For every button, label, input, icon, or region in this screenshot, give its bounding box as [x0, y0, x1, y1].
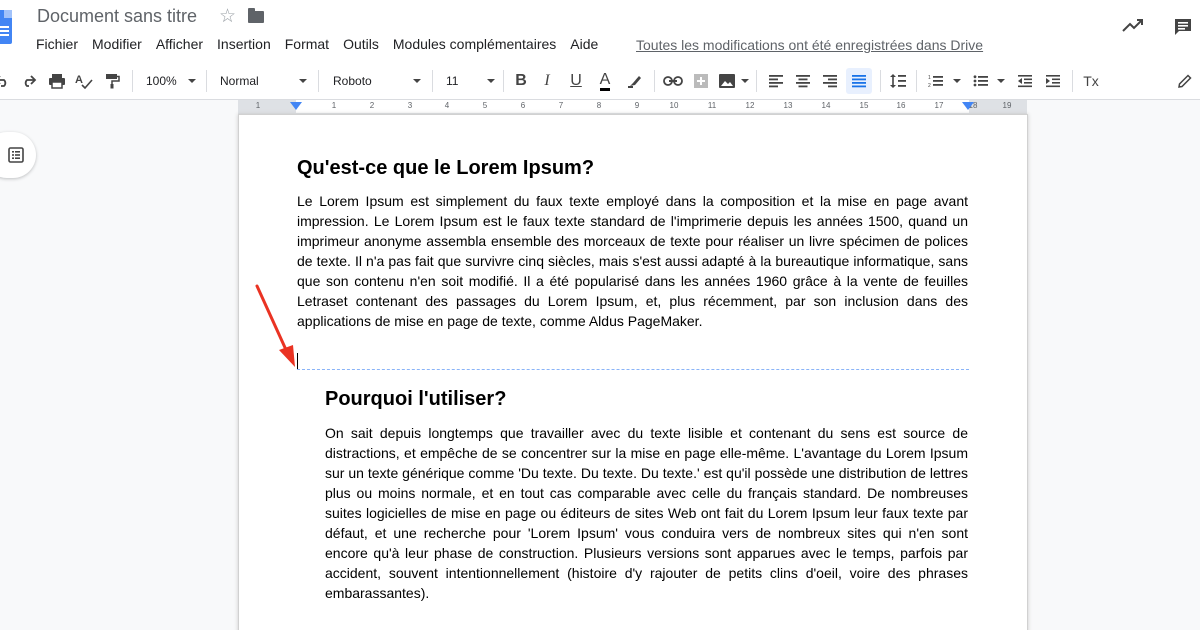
- left-indent-marker-icon[interactable]: [290, 102, 302, 110]
- ruler-number: 13: [783, 101, 793, 110]
- menu-outils[interactable]: Outils: [343, 36, 379, 52]
- ruler-number: 19: [1002, 101, 1012, 110]
- highlight-color-icon[interactable]: [624, 62, 646, 100]
- document-page[interactable]: [239, 115, 1027, 630]
- toolbar-divider: [1072, 70, 1073, 92]
- spellcheck-icon[interactable]: [72, 62, 96, 100]
- svg-text:A: A: [75, 74, 83, 86]
- increase-indent-icon[interactable]: [1042, 62, 1064, 100]
- paragraph-1[interactable]: Le Lorem Ipsum est simplement du faux texte employé dans la composition et la mise en page avant impression. Le Lorem Ipsum est le faux texte standard de l'imprimerie depuis les années 1500, quand un imprimeur anonyme assembla ensemble des morceaux de texte pour réaliser un livre spécimen de polices de texte. Il n'a pas fait que survivre cinq siècles, mais s'est aussi adapté à la bureautique informatique, sans que son contenu n'en soit modifié. Il a été popularisé dans les années 1960 grâce à la vente de feuilles Letraset contenant des passages du Lorem Ipsum, et, plus récemment, par son inclusion dans des applications de mise en page de texte, comme Aldus PageMaker.: [297, 193, 968, 329]
- editing-mode-pencil-icon[interactable]: [1174, 62, 1196, 100]
- menu-bar: [36, 36, 612, 52]
- toolbar-divider: [318, 70, 319, 92]
- ruler-number: 5: [482, 101, 488, 110]
- text-color-label: A: [600, 72, 611, 91]
- font-select[interactable]: [333, 71, 425, 91]
- ruler-number: 9: [634, 101, 640, 110]
- text-color-button[interactable]: [594, 62, 616, 100]
- menu-afficher[interactable]: Afficher: [155, 36, 204, 52]
- ruler-number: 6: [520, 101, 526, 110]
- style-caret-icon[interactable]: [299, 79, 307, 83]
- ruler-number: 10: [669, 101, 679, 110]
- outline-list-icon: [8, 147, 24, 163]
- print-icon[interactable]: [46, 62, 68, 100]
- ruler-number: 12: [745, 101, 755, 110]
- ruler-number: 4: [444, 101, 450, 110]
- undo-icon[interactable]: [0, 62, 10, 100]
- paint-format-icon[interactable]: [100, 62, 124, 100]
- folder-icon[interactable]: [248, 11, 264, 23]
- text-cursor: [297, 353, 298, 369]
- clear-formatting-button[interactable]: Tx: [1083, 73, 1099, 89]
- ruler-right-margin: [969, 100, 1027, 113]
- horizontal-ruler[interactable]: [238, 100, 1027, 114]
- bulleted-list-icon[interactable]: [970, 62, 992, 100]
- font-value: Roboto: [333, 74, 372, 88]
- toolbar-divider: [654, 70, 655, 92]
- font-size-value: 11: [446, 74, 459, 88]
- align-left-icon[interactable]: [765, 62, 787, 100]
- toolbar-divider: [206, 70, 207, 92]
- bulleted-list-caret-icon[interactable]: [997, 79, 1005, 83]
- ruler-number: 18: [968, 101, 978, 110]
- ruler-number: 8: [596, 101, 602, 110]
- section-break-line: [297, 369, 969, 370]
- toolbar: [0, 62, 1200, 100]
- heading-lorem-ipsum[interactable]: Qu'est-ce que le Lorem Ipsum?: [297, 157, 595, 179]
- toolbar-divider: [503, 70, 504, 92]
- italic-button[interactable]: I: [544, 72, 550, 89]
- style-value: Normal: [220, 74, 259, 88]
- bold-button[interactable]: B: [515, 72, 527, 89]
- toolbar-divider: [880, 70, 881, 92]
- ruler-number: 1: [331, 101, 337, 110]
- menu-modules[interactable]: Modules complémentaires: [392, 36, 557, 52]
- ruler-number: 3: [407, 101, 413, 110]
- toolbar-divider: [916, 70, 917, 92]
- ruler-number: 15: [859, 101, 869, 110]
- zoom-value: 100%: [146, 74, 177, 88]
- redo-icon[interactable]: [18, 62, 40, 100]
- ruler-number: 2: [369, 101, 375, 110]
- activity-trend-icon[interactable]: [1122, 17, 1144, 33]
- add-comment-icon[interactable]: [690, 62, 712, 100]
- menu-insertion[interactable]: Insertion: [217, 36, 271, 52]
- ruler-number: 16: [896, 101, 906, 110]
- numbered-list-caret-icon[interactable]: [953, 79, 961, 83]
- ruler-left-margin: [238, 100, 296, 113]
- image-caret-icon[interactable]: [741, 79, 749, 83]
- svg-text:2: 2: [928, 83, 931, 88]
- align-right-icon[interactable]: [819, 62, 841, 100]
- toolbar-divider: [132, 70, 133, 92]
- align-center-icon[interactable]: [792, 62, 814, 100]
- link-icon[interactable]: [662, 62, 684, 100]
- line-spacing-icon[interactable]: [887, 62, 909, 100]
- paragraph-2[interactable]: On sait depuis longtemps que travailler avec du texte lisible et contenant du sens est source de distractions, et empêche de se concentrer sur la mise en page elle-même. L'avantage du Lorem Ipsum sur un texte générique comme 'Du texte. Du texte. Du texte.' est qu'il possède une distribution de lettres plus ou moins normale, et en tout cas comparable avec celle du français standard. De nombreuses suites logicielles de mise en page ou éditeurs de sites Web ont fait du Lorem Ipsum leur faux texte par défaut, et une recherche pour 'Lorem Ipsum' vous conduira vers de nombreux sites qui n'en sont encore qu'à leur phase de construction. Plusieurs versions sont apparues avec le temps, parfois par accident, souvent intentionnellement (histoire d'y rajouter de petits clins d'oeil, voire des phrases embarassantes).: [325, 425, 968, 601]
- underline-button[interactable]: U: [570, 72, 582, 89]
- document-title[interactable]: Document sans titre: [37, 6, 198, 26]
- app-header: [0, 0, 1200, 62]
- document-outline-button[interactable]: [0, 132, 36, 178]
- save-status-link[interactable]: Toutes les modifications ont été enregistrées dans Drive: [636, 37, 984, 53]
- numbered-list-icon[interactable]: [925, 62, 947, 100]
- comment-icon[interactable]: [1173, 17, 1193, 37]
- font-caret-icon[interactable]: [413, 79, 421, 83]
- star-icon[interactable]: ☆: [219, 6, 237, 27]
- decrease-indent-icon[interactable]: [1014, 62, 1036, 100]
- zoom-caret-icon[interactable]: [188, 79, 196, 83]
- svg-text:1: 1: [928, 75, 931, 81]
- ruler-number: 7: [558, 101, 564, 110]
- menu-modifier[interactable]: Modifier: [92, 36, 142, 52]
- ruler-number: 17: [934, 101, 944, 110]
- menu-format[interactable]: Format: [284, 36, 330, 52]
- heading-pourquoi[interactable]: Pourquoi l'utiliser?: [325, 388, 507, 410]
- ruler-number: 11: [707, 101, 717, 110]
- font-size-caret-icon[interactable]: [487, 79, 495, 83]
- toolbar-divider: [756, 70, 757, 92]
- ruler-number: 1: [255, 101, 261, 110]
- toolbar-divider: [432, 70, 433, 92]
- menu-fichier[interactable]: Fichier: [36, 36, 79, 52]
- insert-image-icon[interactable]: [716, 62, 738, 100]
- align-justify-icon[interactable]: [846, 68, 872, 94]
- menu-aide[interactable]: Aide: [570, 36, 599, 52]
- right-indent-marker-icon[interactable]: [962, 102, 974, 110]
- ruler-number: 14: [821, 101, 831, 110]
- docs-logo-icon[interactable]: [0, 10, 12, 44]
